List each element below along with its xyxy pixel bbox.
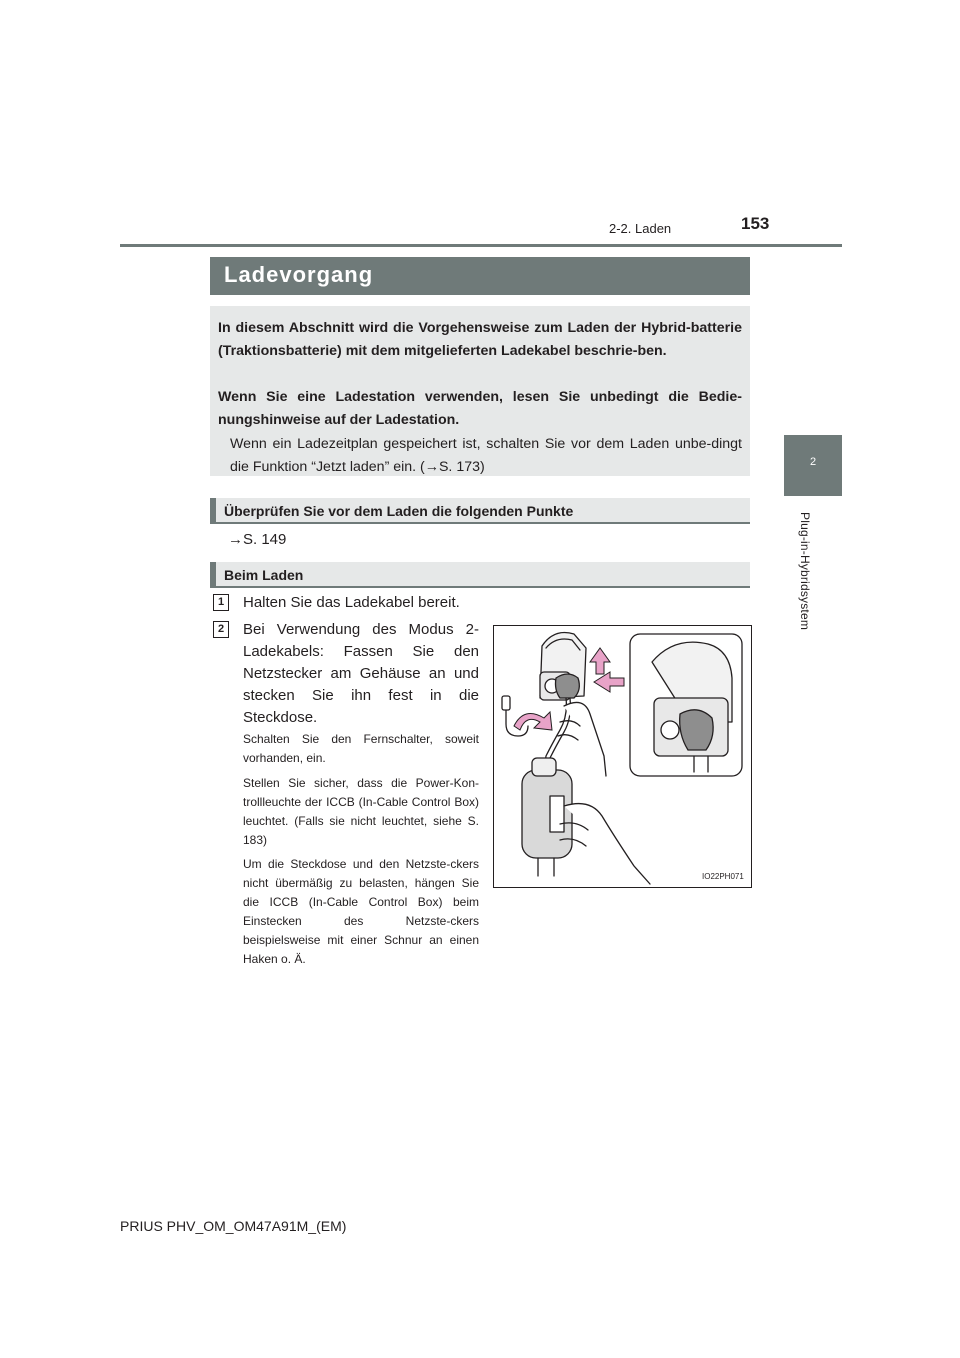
page-number: 153: [741, 214, 770, 233]
step-2-note-power-light: Stellen Sie sicher, dass die Power-Kon-trollleuchte der ICCB (In-Cable Control Box) leuchtet. (Falls sie nicht leuchtet, siehe S. 183): [243, 776, 479, 847]
section-label: 2-2. Laden: [609, 221, 672, 236]
document-footer: PRIUS PHV_OM_OM47A91M_(EM): [120, 1218, 347, 1234]
charging-section-marker: [210, 562, 216, 588]
charging-illustration: [493, 625, 752, 888]
intro-paragraph-1: In diesem Abschnitt wird die Vorgehensweise zum Laden der Hybrid-batterie (Traktionsbatterie) mit dem mitgelieferten Ladekabel beschrie-ben.: [218, 320, 742, 359]
intro-paragraph-2: Wenn Sie eine Ladestation verwenden, lesen Sie unbedingt die Bedie-nungshinweise auf der Ladestation.: [218, 389, 742, 428]
chapter-tab-label: Plug-in-Hybridsystem: [798, 512, 812, 631]
chapter-tab-number: 2: [809, 456, 817, 468]
step-1-text: Halten Sie das Ladekabel bereit.: [243, 594, 460, 611]
check-section-marker: [210, 498, 216, 524]
figure-code: IO22PH071: [702, 872, 744, 881]
step-2-note-hook: Um die Steckdose und den Netzste-ckers nicht übermäßig zu belasten, hängen Sie die ICCB (In-Cable Control Box) beim Einstecken des Netzste-ckers beispielsweise mit einer Schnur an einen Haken o. Ä.: [243, 857, 479, 966]
plug-insertion-drawing: [494, 626, 751, 887]
check-section-title: Überprüfen Sie vor dem Laden die folgenden Punkte: [224, 503, 574, 519]
step-2-number: 2: [213, 621, 229, 638]
intro-note: Wenn ein Ladezeitplan gespeichert ist, schalten Sie vor dem Laden unbe-dingt die Funktion “Jetzt laden” ein. (→S. 173): [230, 436, 742, 475]
check-section-reference: →S. 149: [228, 531, 287, 548]
page-title: Ladevorgang: [224, 262, 374, 287]
step-1-number: 1: [213, 594, 229, 611]
step-2-note-remote-switch: Schalten Sie den Fernschalter, soweit vorhanden, ein.: [243, 732, 479, 765]
header-rule: [120, 244, 842, 247]
step-2-text: Bei Verwendung des Modus 2-Ladekabels: Fassen Sie den Netzstecker am Gehäuse an und stecken Sie ihn fest in die Steckdose.: [243, 621, 479, 726]
charging-section-title: Beim Laden: [224, 567, 304, 583]
